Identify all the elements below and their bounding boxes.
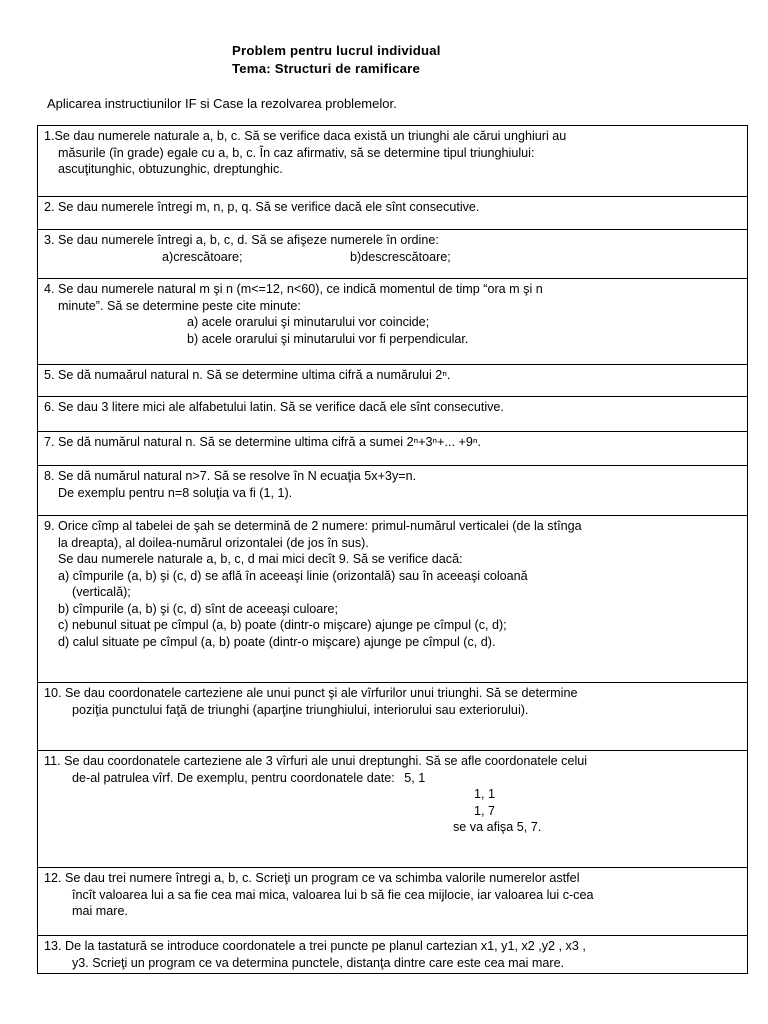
problem-9-line-1: 9. Orice cîmp al tabelei de şah se determină de 2 numere: primul-numărul verticalei (de la stînga xyxy=(44,519,582,533)
problems-table xyxy=(37,125,748,974)
problem-9-line-2: la dreapta), al doilea-numărul orizontalei (de jos în sus). xyxy=(58,535,369,550)
problem-1-line-1: 1.Se dau numerele naturale a, b, c. Să se verifice daca există un triunghi ale cărui unghiuri au xyxy=(44,129,567,143)
problem-4-line-1: 4. Se dau numerele natural m şi n (m<=12, n<60), ce indică momentul de timp “ora m şi n xyxy=(44,282,543,296)
problem-9-option-d: d) calul situate pe cîmpul (a, b) poate (dintr-o mişcare) ajunge pe cîmpul (c, d). xyxy=(58,634,496,649)
problem-11-line-2: de-al patrulea vîrf. De exemplu, pentru coordonatele date: xyxy=(72,770,395,785)
problem-3-option-b: b)descrescătoare; xyxy=(350,249,451,264)
problem-12-line-2: încît valoarea lui a sa fie cea mai mica, valoarea lui b să fie cea mijlocie, iar valoarea lui c-cea xyxy=(72,887,594,902)
problem-row-6 xyxy=(38,397,748,432)
problem-4-line-2: minute”. Să se determine peste cite minute: xyxy=(58,298,301,313)
document-title: Problem pentru lucrul individual xyxy=(232,43,441,58)
document-topic: Tema: Structuri de ramificare xyxy=(232,61,421,76)
problem-4-option-b: b) acele orarului şi minutarului vor fi perpendicular. xyxy=(187,331,469,346)
problem-row-9 xyxy=(38,516,748,683)
problem-9-option-a-cont: (verticală); xyxy=(72,585,131,599)
problem-row-13 xyxy=(38,936,748,974)
problem-row-4 xyxy=(38,279,748,365)
intro-text: Aplicarea instructiunilor IF si Case la rezolvarea problemelor. xyxy=(47,96,397,111)
problem-row-8 xyxy=(38,466,748,516)
problem-1-line-2: măsurile (în grade) egale cu a, b, c. În caz afirmativ, să se determine tipul triunghiului: xyxy=(58,145,535,160)
problem-row-11 xyxy=(38,751,748,868)
problem-row-12 xyxy=(38,868,748,936)
problem-row-5 xyxy=(38,365,748,397)
problem-row-10 xyxy=(38,683,748,751)
problem-4-option-a: a) acele orarului şi minutarului vor coincide; xyxy=(187,315,430,329)
problem-row-2 xyxy=(38,197,748,230)
problem-row-7 xyxy=(38,432,748,466)
problem-8-line-1: 8. Se dă numărul natural n>7. Să se resolve în N ecuaţia 5x+3y=n. xyxy=(44,469,417,483)
problem-3-line-1: 3. Se dau numerele întregi a, b, c, d. Să se afişeze numerele în ordine: xyxy=(44,233,439,247)
problem-9-option-c: c) nebunul situat pe cîmpul (a, b) poate (dintr-o mişcare) ajunge pe cîmpul (c, d); xyxy=(58,618,507,632)
problem-9-line-3: Se dau numerele naturale a, b, c, d mai mici decît 9. Să se verifice dacă: xyxy=(58,552,463,566)
problem-11-line-1: 11. Se dau coordonatele carteziene ale 3 vîrfuri ale unui dreptunghi. Să se afle coordonatele celui xyxy=(44,754,588,768)
problem-7-text: 7. Se dă numărul natural n. Să se determine ultima cifră a sumei 2ⁿ+3ⁿ+... +9ⁿ. xyxy=(44,435,481,449)
problem-13-line-2: y3. Scrieţi un program ce va determina punctele, distanţa dintre care este cea mai mare. xyxy=(72,955,565,970)
problem-11-coord-3: 1, 7 xyxy=(474,803,496,818)
problem-12-line-3: mai mare. xyxy=(72,904,128,918)
problem-6-text: 6. Se dau 3 litere mici ale alfabetului latin. Să se verifice dacă ele sînt consecutive. xyxy=(44,400,504,414)
problem-row-1 xyxy=(38,126,748,197)
problem-2-text: 2. Se dau numerele întregi m, n, p, q. Să se verifice dacă ele sînt consecutive. xyxy=(44,200,480,214)
problem-13-line-1: 13. De la tastatură se introduce coordonatele a trei puncte pe planul cartezian x1, y1, x2 ,y2 , x3 , xyxy=(44,939,586,953)
problem-11-line-2-wrap xyxy=(44,770,741,787)
problem-11-result: se va afişa 5, 7. xyxy=(453,820,542,834)
problem-3-option-a: a)crescătoare; xyxy=(162,249,243,264)
problem-9-option-a: a) cîmpurile (a, b) şi (c, d) se află în aceeaşi linie (orizontală) sau în aceeaşi coloană xyxy=(58,568,528,583)
problem-row-3 xyxy=(38,230,748,279)
problem-9-option-b: b) cîmpurile (a, b) şi (c, d) sînt de aceeaşi culoare; xyxy=(58,601,338,616)
problem-10-line-2: poziţia punctului faţă de triunghi (aparţine triunghiului, interiorului sau exteriorului). xyxy=(72,702,529,717)
problem-11-coord-2: 1, 1 xyxy=(474,787,496,801)
problem-12-line-1: 12. Se dau trei numere întregi a, b, c. Scrieţi un program ce va schimba valorile numerelor astfel xyxy=(44,871,580,885)
problem-5-text: 5. Se dă numaărul natural n. Să se determine ultima cifră a numărului 2ⁿ. xyxy=(44,368,451,382)
problem-11-coord-1: 5, 1 xyxy=(404,770,426,785)
problem-8-line-2: De exemplu pentru n=8 soluţia va fi (1, 1). xyxy=(58,485,293,500)
problem-1-line-3: ascuţitunghic, obtuzunghic, dreptunghic. xyxy=(58,162,283,176)
problem-3-options xyxy=(44,249,741,266)
problem-10-line-1: 10. Se dau coordonatele carteziene ale unui punct şi ale vîrfurilor unui triunghi. Să se determine xyxy=(44,686,578,700)
